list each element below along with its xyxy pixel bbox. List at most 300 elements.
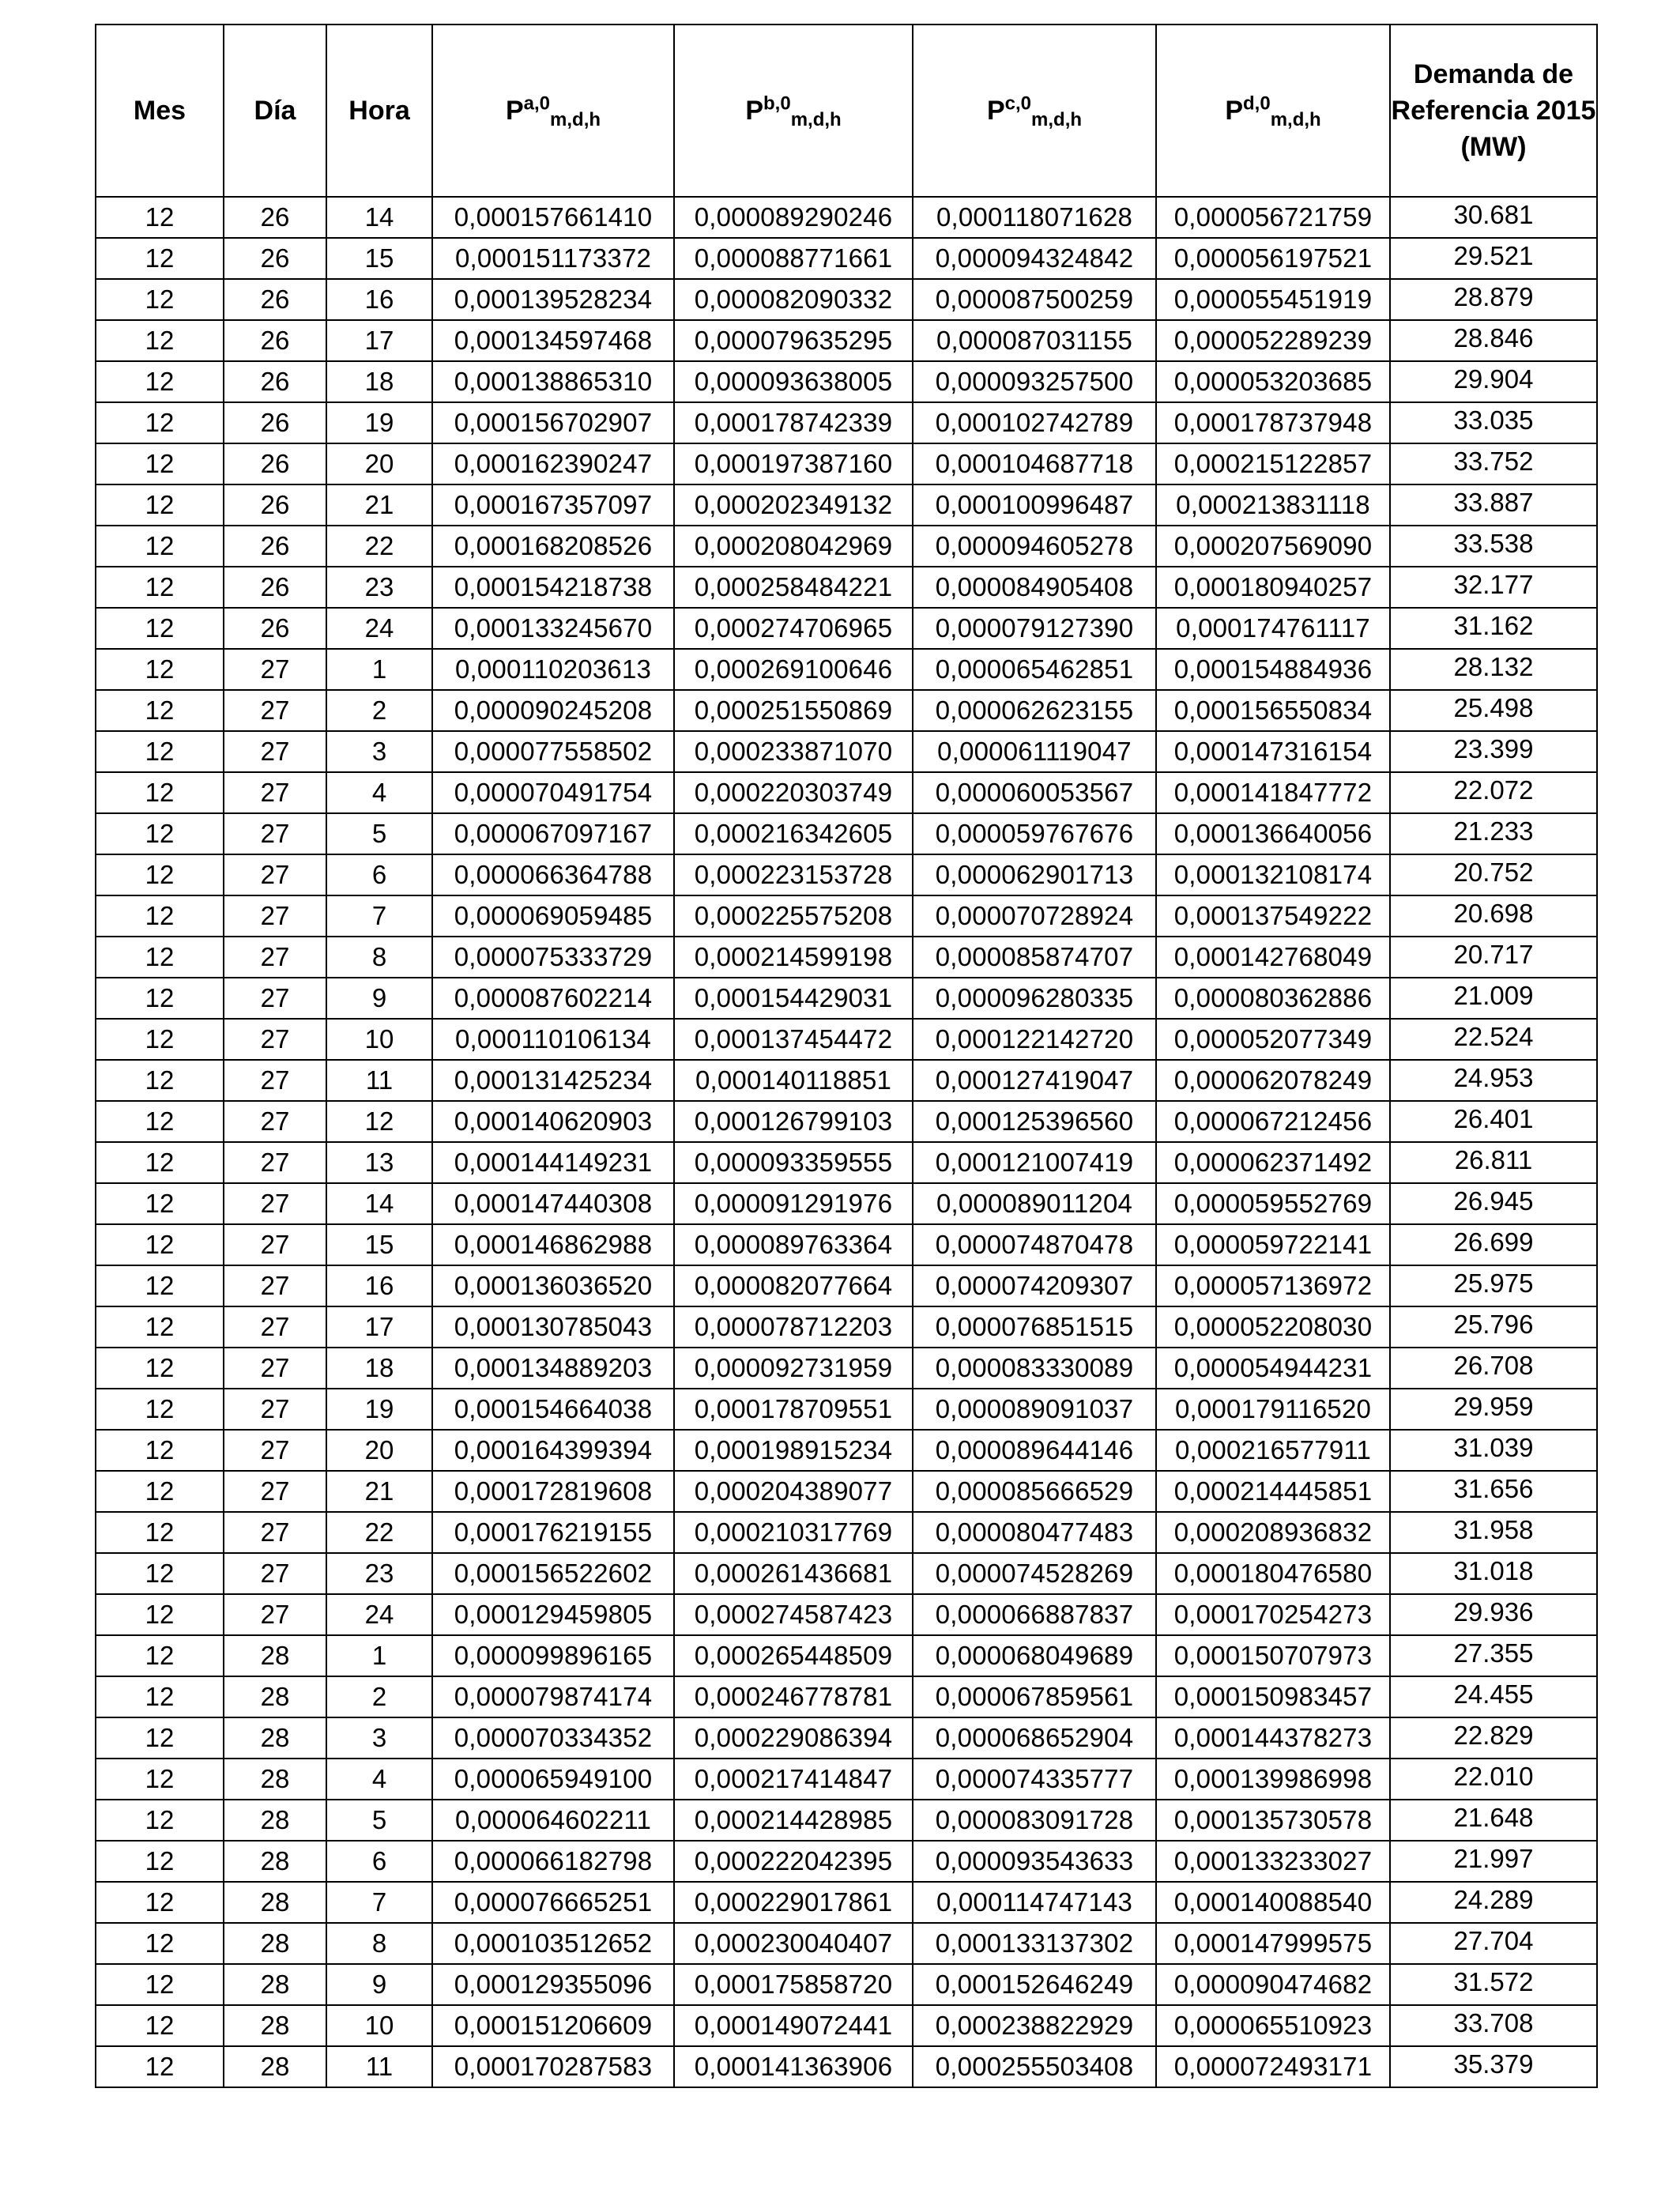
cell-dia: 27 bbox=[224, 1060, 326, 1101]
cell-pc: 0,000079127390 bbox=[913, 608, 1156, 649]
cell-pd: 0,000140088540 bbox=[1156, 1882, 1390, 1923]
cell-hora: 6 bbox=[326, 854, 432, 895]
cell-pb: 0,000078712203 bbox=[674, 1306, 913, 1348]
cell-pb: 0,000208042969 bbox=[674, 526, 913, 567]
cell-demanda: 33.752 bbox=[1390, 443, 1597, 484]
table-row bbox=[96, 1019, 1597, 1060]
cell-demanda: 21.233 bbox=[1390, 813, 1597, 854]
cell-hora: 7 bbox=[326, 895, 432, 937]
cell-pc: 0,000238822929 bbox=[913, 2005, 1156, 2046]
cell-hora: 10 bbox=[326, 2005, 432, 2046]
cell-pc: 0,000065462851 bbox=[913, 649, 1156, 690]
cell-pb: 0,000089763364 bbox=[674, 1224, 913, 1265]
cell-demanda: 22.524 bbox=[1390, 1019, 1597, 1060]
cell-pb: 0,000091291976 bbox=[674, 1183, 913, 1224]
cell-pd: 0,000147999575 bbox=[1156, 1923, 1390, 1964]
cell-pb: 0,000154429031 bbox=[674, 978, 913, 1019]
cell-pa: 0,000151206609 bbox=[432, 2005, 674, 2046]
cell-pb: 0,000082090332 bbox=[674, 279, 913, 320]
cell-pa: 0,000069059485 bbox=[432, 895, 674, 937]
header-mes: Mes bbox=[96, 25, 224, 197]
cell-dia: 28 bbox=[224, 2005, 326, 2046]
cell-pd: 0,000144378273 bbox=[1156, 1717, 1390, 1759]
cell-pd: 0,000055451919 bbox=[1156, 279, 1390, 320]
cell-dia: 27 bbox=[224, 978, 326, 1019]
cell-pa: 0,000065949100 bbox=[432, 1759, 674, 1800]
cell-mes: 12 bbox=[96, 813, 224, 854]
cell-mes: 12 bbox=[96, 1635, 224, 1676]
cell-pd: 0,000150983457 bbox=[1156, 1676, 1390, 1717]
table-row bbox=[96, 567, 1597, 608]
cell-pc: 0,000122142720 bbox=[913, 1019, 1156, 1060]
cell-mes: 12 bbox=[96, 320, 224, 361]
table-row bbox=[96, 1553, 1597, 1594]
cell-pa: 0,000136036520 bbox=[432, 1265, 674, 1306]
cell-dia: 27 bbox=[224, 1224, 326, 1265]
header-pa-sub: m,d,h bbox=[550, 108, 601, 130]
cell-hora: 14 bbox=[326, 1183, 432, 1224]
cell-dia: 28 bbox=[224, 1676, 326, 1717]
cell-pb: 0,000089290246 bbox=[674, 197, 913, 238]
cell-dia: 28 bbox=[224, 1759, 326, 1800]
cell-demanda: 35.379 bbox=[1390, 2046, 1597, 2087]
cell-hora: 21 bbox=[326, 484, 432, 526]
cell-mes: 12 bbox=[96, 1594, 224, 1635]
cell-demanda: 33.887 bbox=[1390, 484, 1597, 526]
cell-dia: 28 bbox=[224, 1923, 326, 1964]
cell-demanda: 24.953 bbox=[1390, 1060, 1597, 1101]
cell-mes: 12 bbox=[96, 1800, 224, 1841]
table-row bbox=[96, 484, 1597, 526]
cell-pc: 0,000152646249 bbox=[913, 1964, 1156, 2005]
document-page bbox=[95, 24, 1596, 2088]
table-row bbox=[96, 1430, 1597, 1471]
cell-pd: 0,000150707973 bbox=[1156, 1635, 1390, 1676]
cell-pc: 0,000074870478 bbox=[913, 1224, 1156, 1265]
cell-pb: 0,000216342605 bbox=[674, 813, 913, 854]
table-row bbox=[96, 1306, 1597, 1348]
cell-dia: 27 bbox=[224, 1389, 326, 1430]
cell-pa: 0,000164399394 bbox=[432, 1430, 674, 1471]
cell-pb: 0,000178742339 bbox=[674, 402, 913, 443]
cell-pd: 0,000213831118 bbox=[1156, 484, 1390, 526]
cell-mes: 12 bbox=[96, 1060, 224, 1101]
cell-pc: 0,000118071628 bbox=[913, 197, 1156, 238]
cell-mes: 12 bbox=[96, 567, 224, 608]
table-row bbox=[96, 1183, 1597, 1224]
cell-pa: 0,000129459805 bbox=[432, 1594, 674, 1635]
cell-pc: 0,000089091037 bbox=[913, 1389, 1156, 1430]
cell-pb: 0,000178709551 bbox=[674, 1389, 913, 1430]
header-pc-sub: m,d,h bbox=[1031, 108, 1083, 130]
cell-dia: 27 bbox=[224, 1183, 326, 1224]
cell-pd: 0,000059552769 bbox=[1156, 1183, 1390, 1224]
cell-pa: 0,000079874174 bbox=[432, 1676, 674, 1717]
cell-pc: 0,000061119047 bbox=[913, 731, 1156, 772]
cell-pa: 0,000140620903 bbox=[432, 1101, 674, 1142]
cell-pd: 0,000147316154 bbox=[1156, 731, 1390, 772]
cell-pb: 0,000093359555 bbox=[674, 1142, 913, 1183]
cell-pa: 0,000066364788 bbox=[432, 854, 674, 895]
cell-pa: 0,000134889203 bbox=[432, 1348, 674, 1389]
cell-pa: 0,000131425234 bbox=[432, 1060, 674, 1101]
header-demanda: Demanda de Referencia 2015 (MW) bbox=[1390, 25, 1597, 197]
cell-hora: 11 bbox=[326, 1060, 432, 1101]
cell-pd: 0,000059722141 bbox=[1156, 1224, 1390, 1265]
table-row bbox=[96, 1101, 1597, 1142]
cell-demanda: 23.399 bbox=[1390, 731, 1597, 772]
cell-dia: 26 bbox=[224, 484, 326, 526]
table-row bbox=[96, 1224, 1597, 1265]
cell-pd: 0,000054944231 bbox=[1156, 1348, 1390, 1389]
cell-pc: 0,000080477483 bbox=[913, 1512, 1156, 1553]
cell-pa: 0,000129355096 bbox=[432, 1964, 674, 2005]
cell-pb: 0,000093638005 bbox=[674, 361, 913, 402]
cell-demanda: 25.498 bbox=[1390, 690, 1597, 731]
table-row bbox=[96, 608, 1597, 649]
cell-mes: 12 bbox=[96, 1183, 224, 1224]
cell-hora: 1 bbox=[326, 649, 432, 690]
cell-mes: 12 bbox=[96, 608, 224, 649]
cell-pb: 0,000223153728 bbox=[674, 854, 913, 895]
cell-demanda: 26.708 bbox=[1390, 1348, 1597, 1389]
cell-pc: 0,000089644146 bbox=[913, 1430, 1156, 1471]
cell-demanda: 31.958 bbox=[1390, 1512, 1597, 1553]
table-row bbox=[96, 320, 1597, 361]
cell-hora: 1 bbox=[326, 1635, 432, 1676]
cell-hora: 5 bbox=[326, 1800, 432, 1841]
cell-pb: 0,000230040407 bbox=[674, 1923, 913, 1964]
cell-hora: 21 bbox=[326, 1471, 432, 1512]
cell-hora: 22 bbox=[326, 1512, 432, 1553]
cell-pc: 0,000104687718 bbox=[913, 443, 1156, 484]
cell-pc: 0,000059767676 bbox=[913, 813, 1156, 854]
cell-pc: 0,000089011204 bbox=[913, 1183, 1156, 1224]
cell-pb: 0,000140118851 bbox=[674, 1060, 913, 1101]
cell-dia: 28 bbox=[224, 1882, 326, 1923]
cell-pb: 0,000210317769 bbox=[674, 1512, 913, 1553]
cell-hora: 4 bbox=[326, 1759, 432, 1800]
cell-pc: 0,000096280335 bbox=[913, 978, 1156, 1019]
cell-pa: 0,000156702907 bbox=[432, 402, 674, 443]
cell-demanda: 32.177 bbox=[1390, 567, 1597, 608]
cell-demanda: 21.009 bbox=[1390, 978, 1597, 1019]
header-dia: Día bbox=[224, 25, 326, 197]
cell-pb: 0,000141363906 bbox=[674, 2046, 913, 2087]
header-pd-sub: m,d,h bbox=[1270, 108, 1321, 130]
cell-pc: 0,000074335777 bbox=[913, 1759, 1156, 1800]
table-row bbox=[96, 1717, 1597, 1759]
table-row bbox=[96, 937, 1597, 978]
cell-pd: 0,000053203685 bbox=[1156, 361, 1390, 402]
cell-dia: 27 bbox=[224, 731, 326, 772]
table-row bbox=[96, 279, 1597, 320]
cell-pd: 0,000154884936 bbox=[1156, 649, 1390, 690]
cell-pa: 0,000162390247 bbox=[432, 443, 674, 484]
cell-pd: 0,000052208030 bbox=[1156, 1306, 1390, 1348]
cell-hora: 8 bbox=[326, 1923, 432, 1964]
cell-dia: 27 bbox=[224, 1512, 326, 1553]
cell-hora: 24 bbox=[326, 1594, 432, 1635]
cell-hora: 19 bbox=[326, 402, 432, 443]
cell-mes: 12 bbox=[96, 937, 224, 978]
table-row bbox=[96, 1635, 1597, 1676]
table-row bbox=[96, 361, 1597, 402]
cell-pd: 0,000142768049 bbox=[1156, 937, 1390, 978]
cell-hora: 9 bbox=[326, 1964, 432, 2005]
cell-pd: 0,000052077349 bbox=[1156, 1019, 1390, 1060]
cell-dia: 27 bbox=[224, 690, 326, 731]
cell-hora: 23 bbox=[326, 1553, 432, 1594]
cell-dia: 26 bbox=[224, 567, 326, 608]
cell-demanda: 28.846 bbox=[1390, 320, 1597, 361]
cell-dia: 28 bbox=[224, 2046, 326, 2087]
table-row bbox=[96, 2005, 1597, 2046]
cell-demanda: 24.455 bbox=[1390, 1676, 1597, 1717]
cell-mes: 12 bbox=[96, 1306, 224, 1348]
cell-pd: 0,000072493171 bbox=[1156, 2046, 1390, 2087]
cell-demanda: 26.945 bbox=[1390, 1183, 1597, 1224]
cell-pd: 0,000052289239 bbox=[1156, 320, 1390, 361]
cell-pb: 0,000214428985 bbox=[674, 1800, 913, 1841]
cell-mes: 12 bbox=[96, 1348, 224, 1389]
cell-pc: 0,000085874707 bbox=[913, 937, 1156, 978]
table-row bbox=[96, 690, 1597, 731]
cell-hora: 20 bbox=[326, 443, 432, 484]
cell-pb: 0,000082077664 bbox=[674, 1265, 913, 1306]
cell-hora: 22 bbox=[326, 526, 432, 567]
cell-dia: 26 bbox=[224, 197, 326, 238]
cell-mes: 12 bbox=[96, 2046, 224, 2087]
cell-demanda: 22.010 bbox=[1390, 1759, 1597, 1800]
cell-pb: 0,000214599198 bbox=[674, 937, 913, 978]
cell-hora: 17 bbox=[326, 320, 432, 361]
cell-demanda: 22.072 bbox=[1390, 772, 1597, 813]
cell-dia: 27 bbox=[224, 649, 326, 690]
cell-mes: 12 bbox=[96, 1389, 224, 1430]
table-row bbox=[96, 1348, 1597, 1389]
table-row bbox=[96, 1841, 1597, 1882]
cell-pa: 0,000154218738 bbox=[432, 567, 674, 608]
table-row bbox=[96, 2046, 1597, 2087]
table-row bbox=[96, 1060, 1597, 1101]
cell-dia: 27 bbox=[224, 1553, 326, 1594]
cell-pb: 0,000225575208 bbox=[674, 895, 913, 937]
table-row bbox=[96, 731, 1597, 772]
cell-pc: 0,000084905408 bbox=[913, 567, 1156, 608]
cell-hora: 4 bbox=[326, 772, 432, 813]
cell-demanda: 27.355 bbox=[1390, 1635, 1597, 1676]
cell-dia: 27 bbox=[224, 1594, 326, 1635]
cell-pc: 0,000114747143 bbox=[913, 1882, 1156, 1923]
cell-dia: 27 bbox=[224, 1348, 326, 1389]
table-row bbox=[96, 1923, 1597, 1964]
cell-dia: 26 bbox=[224, 526, 326, 567]
cell-pd: 0,000180940257 bbox=[1156, 567, 1390, 608]
cell-hora: 10 bbox=[326, 1019, 432, 1060]
cell-pb: 0,000265448509 bbox=[674, 1635, 913, 1676]
table-row bbox=[96, 854, 1597, 895]
cell-hora: 2 bbox=[326, 690, 432, 731]
header-pb-base: P bbox=[745, 95, 763, 126]
cell-pd: 0,000056721759 bbox=[1156, 197, 1390, 238]
cell-mes: 12 bbox=[96, 197, 224, 238]
header-pd-base: P bbox=[1225, 95, 1243, 126]
cell-mes: 12 bbox=[96, 1101, 224, 1142]
cell-pd: 0,000090474682 bbox=[1156, 1964, 1390, 2005]
cell-dia: 27 bbox=[224, 1306, 326, 1348]
cell-pc: 0,000083330089 bbox=[913, 1348, 1156, 1389]
table-row bbox=[96, 1265, 1597, 1306]
header-pb bbox=[674, 25, 913, 197]
table-row bbox=[96, 1800, 1597, 1841]
cell-mes: 12 bbox=[96, 1964, 224, 2005]
cell-dia: 27 bbox=[224, 1142, 326, 1183]
cell-mes: 12 bbox=[96, 1142, 224, 1183]
cell-dia: 27 bbox=[224, 854, 326, 895]
cell-mes: 12 bbox=[96, 1512, 224, 1553]
cell-demanda: 29.521 bbox=[1390, 238, 1597, 279]
cell-dia: 26 bbox=[224, 402, 326, 443]
cell-pb: 0,000274587423 bbox=[674, 1594, 913, 1635]
cell-pc: 0,000102742789 bbox=[913, 402, 1156, 443]
cell-pa: 0,000070334352 bbox=[432, 1717, 674, 1759]
cell-demanda: 29.904 bbox=[1390, 361, 1597, 402]
cell-pd: 0,000062371492 bbox=[1156, 1142, 1390, 1183]
cell-pd: 0,000135730578 bbox=[1156, 1800, 1390, 1841]
cell-pd: 0,000141847772 bbox=[1156, 772, 1390, 813]
cell-hora: 8 bbox=[326, 937, 432, 978]
cell-pc: 0,000085666529 bbox=[913, 1471, 1156, 1512]
cell-pb: 0,000229086394 bbox=[674, 1717, 913, 1759]
cell-pb: 0,000217414847 bbox=[674, 1759, 913, 1800]
cell-hora: 9 bbox=[326, 978, 432, 1019]
cell-dia: 27 bbox=[224, 895, 326, 937]
cell-mes: 12 bbox=[96, 484, 224, 526]
cell-pa: 0,000099896165 bbox=[432, 1635, 674, 1676]
cell-hora: 7 bbox=[326, 1882, 432, 1923]
table-row bbox=[96, 649, 1597, 690]
cell-pd: 0,000216577911 bbox=[1156, 1430, 1390, 1471]
cell-demanda: 33.538 bbox=[1390, 526, 1597, 567]
cell-dia: 26 bbox=[224, 443, 326, 484]
cell-pc: 0,000127419047 bbox=[913, 1060, 1156, 1101]
table-row bbox=[96, 895, 1597, 937]
cell-pb: 0,000246778781 bbox=[674, 1676, 913, 1717]
table-row bbox=[96, 1676, 1597, 1717]
cell-pd: 0,000178737948 bbox=[1156, 402, 1390, 443]
cell-dia: 28 bbox=[224, 1635, 326, 1676]
cell-dia: 26 bbox=[224, 608, 326, 649]
table-row bbox=[96, 443, 1597, 484]
table-row bbox=[96, 772, 1597, 813]
cell-pd: 0,000067212456 bbox=[1156, 1101, 1390, 1142]
cell-pa: 0,000168208526 bbox=[432, 526, 674, 567]
cell-pd: 0,000170254273 bbox=[1156, 1594, 1390, 1635]
cell-pd: 0,000062078249 bbox=[1156, 1060, 1390, 1101]
cell-pa: 0,000134597468 bbox=[432, 320, 674, 361]
table-row bbox=[96, 1389, 1597, 1430]
cell-pa: 0,000103512652 bbox=[432, 1923, 674, 1964]
cell-pa: 0,000110106134 bbox=[432, 1019, 674, 1060]
cell-pc: 0,000133137302 bbox=[913, 1923, 1156, 1964]
cell-pa: 0,000064602211 bbox=[432, 1800, 674, 1841]
cell-mes: 12 bbox=[96, 526, 224, 567]
cell-pb: 0,000274706965 bbox=[674, 608, 913, 649]
cell-demanda: 25.796 bbox=[1390, 1306, 1597, 1348]
cell-pc: 0,000066887837 bbox=[913, 1594, 1156, 1635]
cell-pa: 0,000076665251 bbox=[432, 1882, 674, 1923]
table-row bbox=[96, 238, 1597, 279]
cell-dia: 27 bbox=[224, 1265, 326, 1306]
cell-dia: 28 bbox=[224, 1717, 326, 1759]
cell-pa: 0,000151173372 bbox=[432, 238, 674, 279]
cell-demanda: 26.401 bbox=[1390, 1101, 1597, 1142]
cell-pb: 0,000198915234 bbox=[674, 1430, 913, 1471]
cell-hora: 18 bbox=[326, 1348, 432, 1389]
cell-pc: 0,000067859561 bbox=[913, 1676, 1156, 1717]
cell-dia: 26 bbox=[224, 279, 326, 320]
cell-pa: 0,000130785043 bbox=[432, 1306, 674, 1348]
cell-demanda: 21.648 bbox=[1390, 1800, 1597, 1841]
table-row bbox=[96, 1594, 1597, 1635]
cell-pa: 0,000066182798 bbox=[432, 1841, 674, 1882]
cell-demanda: 21.997 bbox=[1390, 1841, 1597, 1882]
cell-mes: 12 bbox=[96, 279, 224, 320]
cell-hora: 20 bbox=[326, 1430, 432, 1471]
cell-demanda: 33.708 bbox=[1390, 2005, 1597, 2046]
cell-pa: 0,000067097167 bbox=[432, 813, 674, 854]
cell-hora: 15 bbox=[326, 238, 432, 279]
cell-pd: 0,000057136972 bbox=[1156, 1265, 1390, 1306]
cell-demanda: 31.162 bbox=[1390, 608, 1597, 649]
cell-mes: 12 bbox=[96, 978, 224, 1019]
cell-dia: 28 bbox=[224, 1800, 326, 1841]
cell-pb: 0,000175858720 bbox=[674, 1964, 913, 2005]
cell-dia: 27 bbox=[224, 937, 326, 978]
cell-pb: 0,000229017861 bbox=[674, 1882, 913, 1923]
cell-dia: 27 bbox=[224, 1101, 326, 1142]
cell-pd: 0,000174761117 bbox=[1156, 608, 1390, 649]
cell-mes: 12 bbox=[96, 402, 224, 443]
cell-pc: 0,000070728924 bbox=[913, 895, 1156, 937]
cell-dia: 26 bbox=[224, 361, 326, 402]
cell-mes: 12 bbox=[96, 1224, 224, 1265]
cell-hora: 3 bbox=[326, 731, 432, 772]
cell-demanda: 20.752 bbox=[1390, 854, 1597, 895]
cell-pb: 0,000261436681 bbox=[674, 1553, 913, 1594]
cell-pd: 0,000056197521 bbox=[1156, 238, 1390, 279]
cell-demanda: 29.959 bbox=[1390, 1389, 1597, 1430]
cell-demanda: 25.975 bbox=[1390, 1265, 1597, 1306]
cell-pa: 0,000170287583 bbox=[432, 2046, 674, 2087]
cell-pd: 0,000132108174 bbox=[1156, 854, 1390, 895]
cell-hora: 6 bbox=[326, 1841, 432, 1882]
cell-dia: 27 bbox=[224, 1430, 326, 1471]
cell-mes: 12 bbox=[96, 1882, 224, 1923]
cell-demanda: 27.704 bbox=[1390, 1923, 1597, 1964]
cell-mes: 12 bbox=[96, 690, 224, 731]
cell-mes: 12 bbox=[96, 1676, 224, 1717]
cell-demanda: 31.572 bbox=[1390, 1964, 1597, 2005]
header-pb-sup: b,0 bbox=[763, 92, 791, 115]
cell-pb: 0,000222042395 bbox=[674, 1841, 913, 1882]
cell-pb: 0,000126799103 bbox=[674, 1101, 913, 1142]
cell-pc: 0,000255503408 bbox=[913, 2046, 1156, 2087]
cell-pa: 0,000172819608 bbox=[432, 1471, 674, 1512]
cell-pb: 0,000088771661 bbox=[674, 238, 913, 279]
cell-mes: 12 bbox=[96, 238, 224, 279]
